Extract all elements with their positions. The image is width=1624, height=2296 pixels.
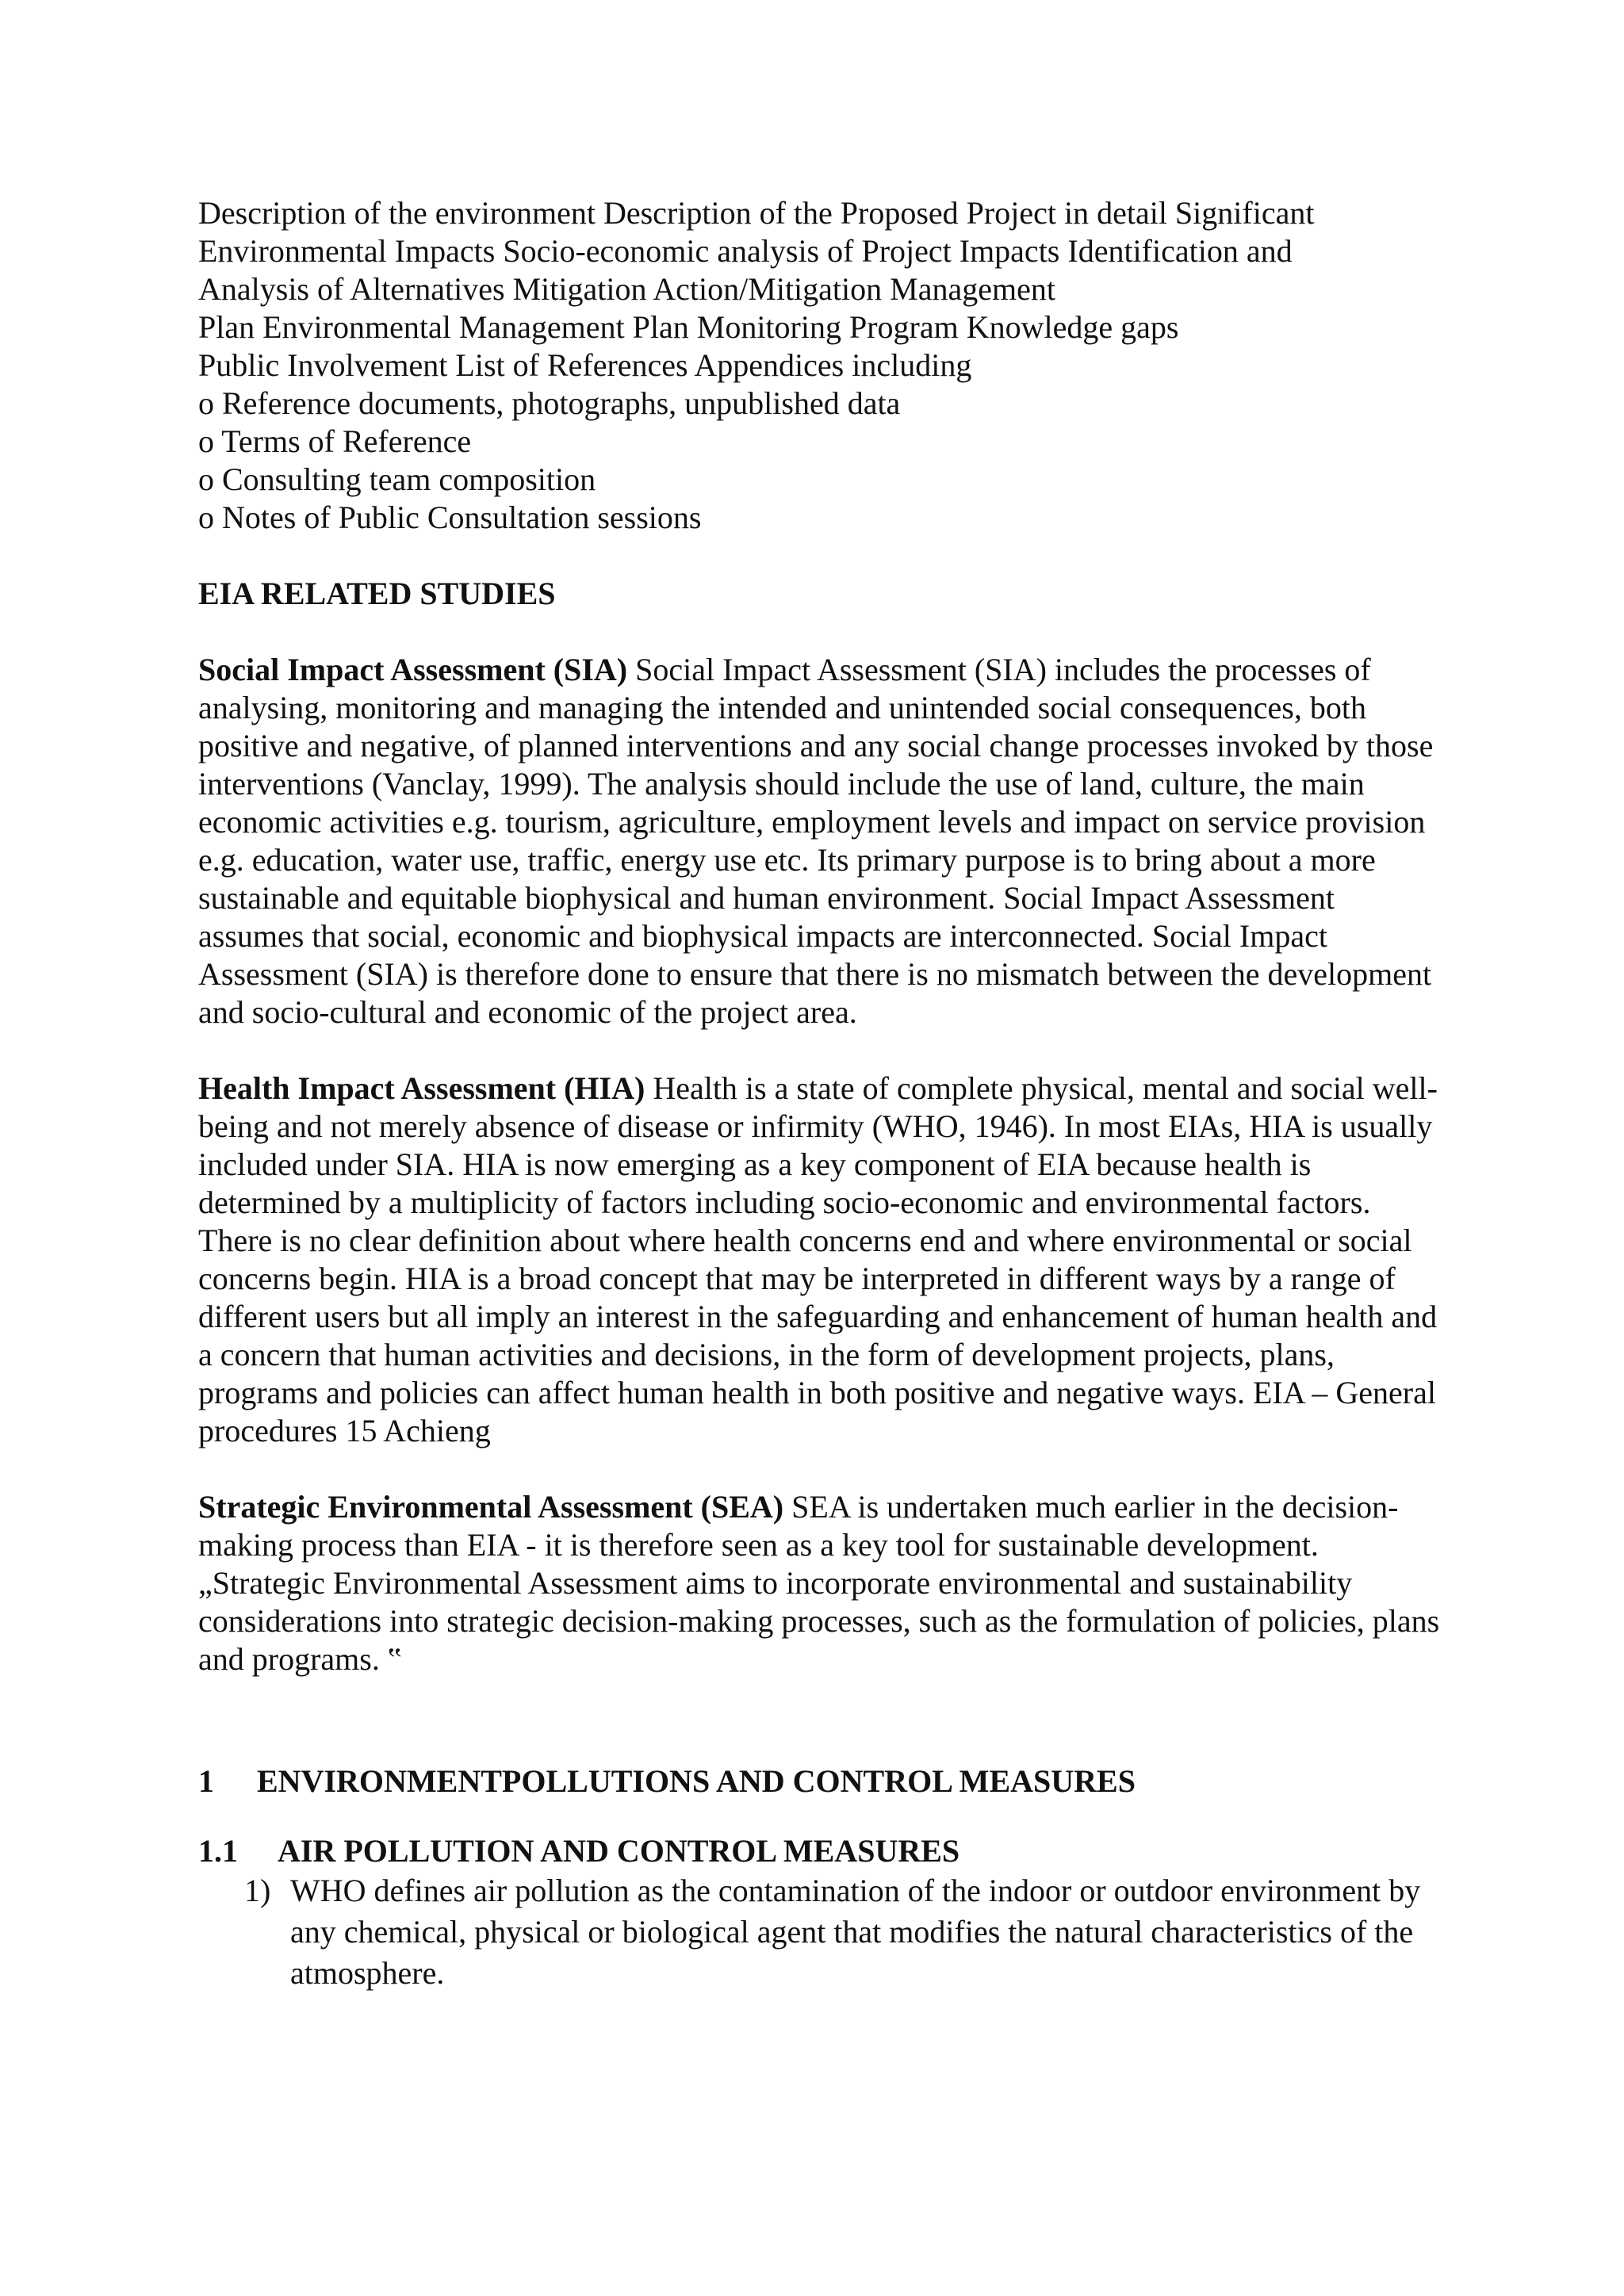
contents-line: Plan Environmental Management Plan Monitoring Program Knowledge gaps bbox=[198, 309, 1179, 345]
sea-label: Strategic Environmental Assessment (SEA) bbox=[198, 1489, 784, 1525]
list-item bbox=[198, 1870, 1443, 1994]
list-marker: 1) bbox=[244, 1873, 271, 1908]
sia-label: Social Impact Assessment (SIA) bbox=[198, 652, 628, 687]
document-page bbox=[198, 194, 1443, 1994]
list-item-text: WHO defines air pollution as the contamination of the indoor or outdoor environment by any chemical, physical or biological agent that modifies the natural characteristics of the atmosphere. bbox=[290, 1873, 1421, 1991]
section-1-1-heading bbox=[198, 1832, 1443, 1870]
sia-text: Social Impact Assessment (SIA) includes the processes of analysing, monitoring and managing the intended and unintended social consequences, both positive and negative, of planned interventions and any social change processes invoked by those interventions (Vanclay, 1999). The analysis should include the use of land, culture, the main economic activities e.g. tourism, agriculture, employment levels and impact on service provision e.g. education, water use, traffic, energy use etc. Its primary purpose is to bring about a more sustainable and equitable biophysical and human environment. Social Impact Assessment assumes that social, economic and biophysical impacts are interconnected. Social Impact Assessment (SIA) is therefore done to ensure that there is no mismatch between the development and socio-cultural and economic of the project area. bbox=[198, 652, 1434, 1030]
section-title: AIR POLLUTION AND CONTROL MEASURES bbox=[278, 1833, 960, 1869]
hia-paragraph bbox=[198, 1070, 1443, 1450]
appendix-item: o Notes of Public Consultation sessions bbox=[198, 499, 702, 535]
section-number: 1.1 bbox=[198, 1833, 238, 1869]
appendix-item: o Terms of Reference bbox=[198, 423, 472, 459]
contents-list bbox=[198, 194, 1443, 537]
section-number: 1 bbox=[198, 1763, 214, 1799]
contents-line: Public Involvement List of References Appendices including bbox=[198, 347, 972, 383]
appendix-item: o Reference documents, photographs, unpublished data bbox=[198, 385, 901, 421]
sea-text: SEA is undertaken much earlier in the decision-making process than EIA - it is therefore seen as a key tool for sustainable development. „Strategic Environmental Assessment aims to incorporate environmental and sustainability considerations into strategic decision-making processes, such as the formulation of policies, plans and programs. ‟ bbox=[198, 1489, 1440, 1677]
contents-line: Environmental Impacts Socio-economic analysis of Project Impacts Identification and bbox=[198, 233, 1293, 269]
sia-paragraph bbox=[198, 651, 1443, 1031]
hia-label: Health Impact Assessment (HIA) bbox=[198, 1070, 645, 1106]
contents-line: Description of the environment Description of the Proposed Project in detail Significant bbox=[198, 195, 1315, 231]
contents-line: Analysis of Alternatives Mitigation Action/Mitigation Management bbox=[198, 271, 1055, 307]
related-studies-heading: EIA RELATED STUDIES bbox=[198, 576, 556, 611]
section-1-heading bbox=[198, 1762, 1443, 1800]
hia-text: Health is a state of complete physical, mental and social well-being and not merely absence of disease or infirmity (WHO, 1946). In most EIAs, HIA is usually included under SIA. HIA is now emerging as a key component of EIA because health is determined by a multiplicity of factors including socio-economic and environmental factors. There is no clear definition about where health concerns end and where environmental or social concerns begin. HIA is a broad concept that may be interpreted in different ways by a range of different users but all imply an interest in the safeguarding and enhancement of human health and a concern that human activities and decisions, in the form of development projects, plans, programs and policies can affect human health in both positive and negative ways. EIA – General procedures 15 Achieng bbox=[198, 1070, 1438, 1448]
sea-paragraph bbox=[198, 1488, 1443, 1678]
section-title: ENVIRONMENTPOLLUTIONS AND CONTROL MEASURES bbox=[257, 1763, 1136, 1799]
appendix-item: o Consulting team composition bbox=[198, 461, 596, 497]
